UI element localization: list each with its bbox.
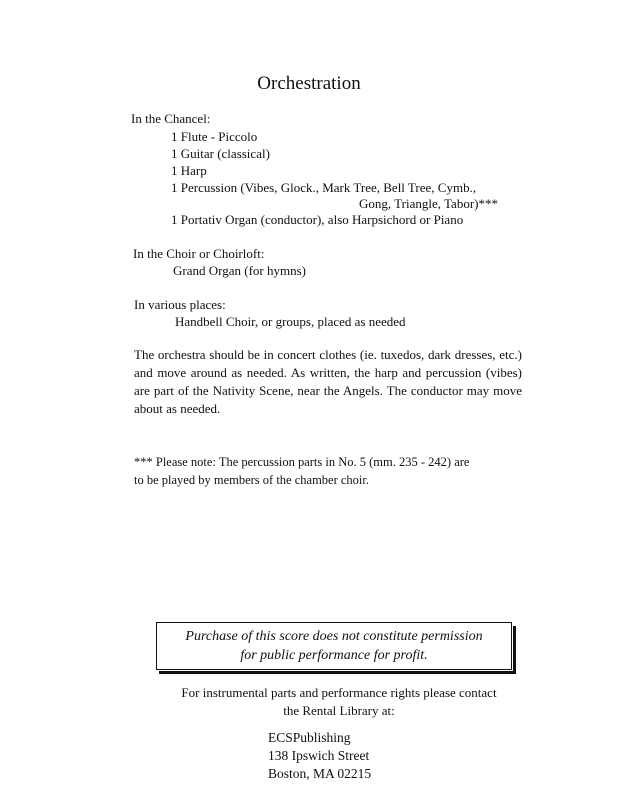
chancel-item-harp: 1 Harp [171,163,207,178]
chancel-heading: In the Chancel: [131,111,211,126]
notice-line1: Purchase of this score does not constitute permission [185,629,483,644]
orchestra-note: The orchestra should be in concert clothes (ie. tuxedos, dark dresses, etc.) and move around as needed. As written, the harp and percussion (vibes) are part of the Nativity Scene, near the Angels. The conductor may move about as needed. [134,347,522,416]
choir-heading: In the Choir or Choirloft: [133,246,265,261]
chancel-item-percussion-cont: Gong, Triangle, Tabor)*** [359,196,498,211]
contact-line1: For instrumental parts and performance rights please contact [181,685,497,700]
contact-line2: the Rental Library at: [283,703,395,718]
chancel-item-organ: 1 Portativ Organ (conductor), also Harpsichord or Piano [171,212,464,227]
choir-item: Grand Organ (for hymns) [173,263,306,278]
percussion-note-line1: *** Please note: The percussion parts in No. 5 (mm. 235 - 242) are [134,455,470,469]
percussion-note-line2: to be played by members of the chamber choir. [134,473,369,487]
address-publisher: ECSPublishing [268,730,351,745]
page-title: Orchestration [257,73,361,94]
notice-line2: for public performance for profit. [240,648,428,663]
various-heading: In various places: [134,297,226,312]
chancel-item-percussion: 1 Percussion (Vibes, Glock., Mark Tree, Bell Tree, Cymb., [171,180,477,195]
address-city: Boston, MA 02215 [268,766,372,781]
various-item: Handbell Choir, or groups, placed as needed [175,314,406,329]
address-street: 138 Ipswich Street [268,748,370,763]
performance-notice-box [156,622,512,670]
chancel-item-flute: 1 Flute - Piccolo [171,129,258,144]
chancel-item-guitar: 1 Guitar (classical) [171,146,270,161]
